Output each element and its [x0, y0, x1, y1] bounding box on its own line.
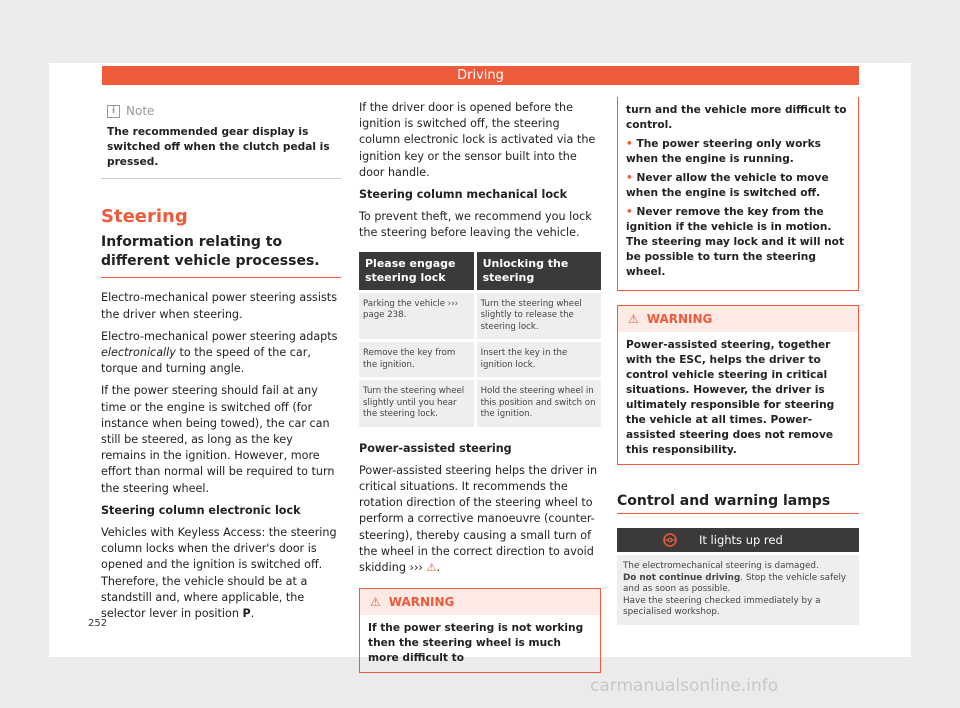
- list-item: • Never allow the vehicle to move when the engine is switched off.: [626, 172, 829, 199]
- warning-triangle-icon: ⚠: [426, 561, 437, 575]
- subheading: Power-assisted steering: [359, 441, 512, 455]
- paragraph: Power-assisted steering helps the driver in critical situations. It recommends the rotation direction of the steering wheel to perform a corrective manoeuvre (counter-steering), thereby causing a small turn of the wheel in the correct direction to avoid skidding ››› ⚠.: [359, 463, 598, 575]
- steering-wheel-icon: [663, 533, 677, 547]
- info-icon: i: [107, 105, 120, 118]
- table-row: Turn the steering wheel slightly until you hear the steering lock. Hold the steering wheel in this position and switch on the ignition.: [359, 379, 601, 427]
- warning-triangle-icon: ⚠: [370, 595, 381, 610]
- paragraph: Electro-mechanical power steering adapts electronically to the speed of the car, torque and turning angle.: [101, 329, 338, 376]
- lamp-title: It lights up red: [699, 533, 783, 548]
- column-3: [617, 97, 859, 625]
- warning-label: WARNING: [388, 595, 455, 610]
- paragraph: Vehicles with Keyless Access: the steering column locks when the driver's door is opened and the ignition is switched off. Therefore, the vehicle should be at a standstill and, where applicable, the selector lever in position P.: [101, 526, 337, 621]
- steering-lock-table: [359, 252, 601, 427]
- subheading: Steering column mechanical lock: [359, 188, 568, 202]
- section-title: Steering: [101, 206, 188, 228]
- warning-box: [617, 305, 859, 465]
- table-header: Unlocking the steering: [475, 252, 601, 292]
- warning-box: [359, 588, 601, 673]
- list-item: • The power steering only works when the engine is running.: [626, 138, 821, 165]
- column-2: [359, 100, 601, 673]
- lamp-description: The electromechanical steering is damaged. Do not continue driving. Stop the vehicle safely and as soon as possible. Have the steering checked immediately by a specialised workshop.: [617, 555, 859, 625]
- paragraph: If the power steering should fail at any time or the engine is switched off (for instance when being towed), the car can still be steered, as long as the key remains in the ignition. However, more effort than normal will be required to turn the steering wheel.: [101, 384, 335, 495]
- section-subtitle: Information relating to different vehicle processes.: [101, 234, 320, 270]
- warning-text: Power-assisted steering, together with the ESC, helps the driver to control vehicle steering in critical situations. However, the driver is ultimately responsible for steering the vehicle at all times. Power-assisted steering does not remove this responsibility.: [626, 339, 835, 457]
- page-header: Driving: [102, 66, 859, 85]
- lamp-header: [617, 528, 859, 552]
- paragraph: To prevent theft, we recommend you lock the steering before leaving the vehicle.: [359, 210, 592, 240]
- note-text: The recommended gear display is switched off when the clutch pedal is pressed.: [107, 126, 330, 169]
- paragraph: If the driver door is opened before the ignition is switched off, the steering column electronic lock is activated via the ignition key or the sensor built into the door handle.: [359, 101, 596, 179]
- column-1: [101, 97, 341, 628]
- table-row: Parking the vehicle ››› page 238. Turn the steering wheel slightly to release the steering lock.: [359, 291, 601, 341]
- page-number: 252: [88, 618, 108, 629]
- note-label: Note: [126, 104, 155, 118]
- warning-triangle-icon: ⚠: [628, 312, 639, 326]
- divider: [101, 277, 341, 278]
- warning-continued: turn and the vehicle more difficult to control. • The power steering only works when the engine is running. • Never allow the vehicle to move when the engine is switched off. • Never remove the key from the ignition if the vehicle is in motion. The steering may lock and it will not be possible to turn the steering wheel.: [617, 97, 859, 291]
- subheading: Steering column electronic lock: [101, 503, 301, 517]
- table-header: Please engage steering lock: [359, 252, 475, 292]
- note-box: [101, 97, 341, 179]
- section-heading: Control and warning lamps: [617, 493, 831, 510]
- table-row: Remove the key from the ignition. Insert the key in the ignition lock.: [359, 341, 601, 379]
- list-item: • Never remove the key from the ignition if the vehicle is in motion. The steering may lock and it will not be possible to turn the steering wheel.: [626, 206, 845, 278]
- warning-text: If the power steering is not working then the steering wheel is much more difficult to: [368, 622, 584, 665]
- warning-label: WARNING: [646, 312, 713, 326]
- watermark: carmanualsonline.info: [590, 676, 779, 696]
- paragraph: Electro-mechanical power steering assists the driver when steering.: [101, 291, 338, 321]
- divider: [617, 513, 859, 514]
